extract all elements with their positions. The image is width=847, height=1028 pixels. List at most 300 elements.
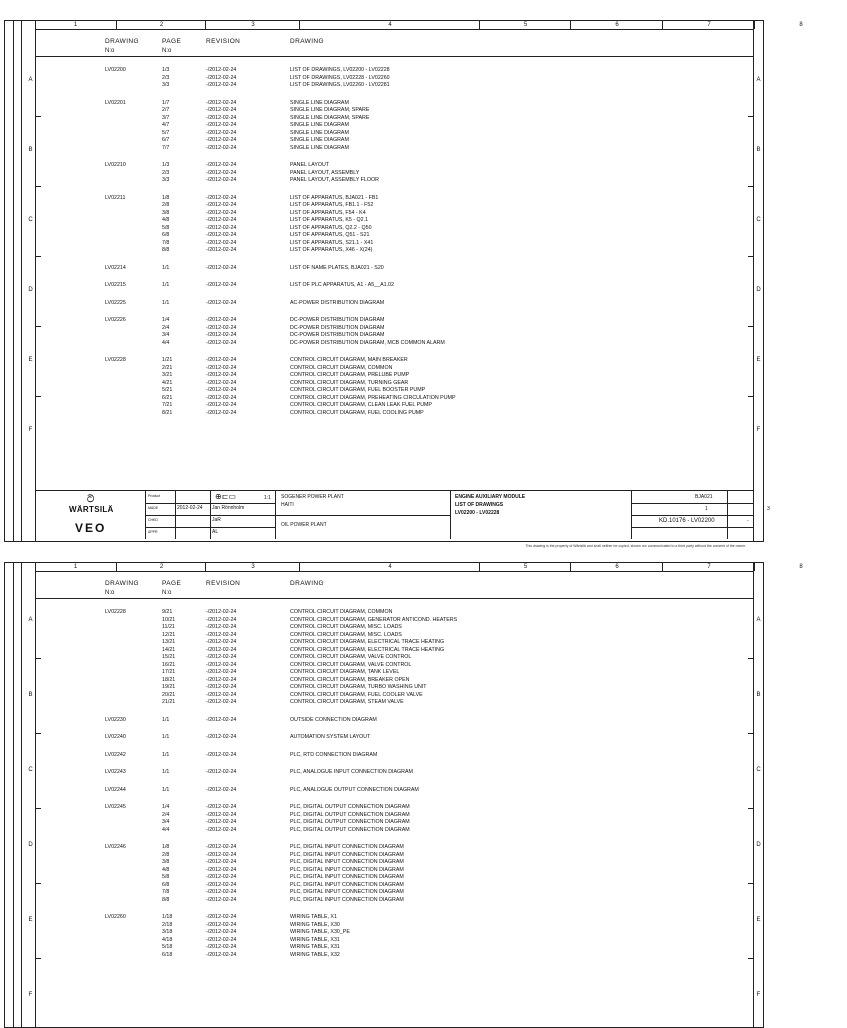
drawing-description: SINGLE LINE DIAGRAM, SPARE <box>290 107 370 113</box>
revision-date: -/2012-02-24 <box>206 162 237 168</box>
page-number: 3/8 <box>162 209 170 216</box>
title-line-2: LIST OF DRAWINGS <box>455 502 504 508</box>
page-number: 1/1 <box>162 264 170 271</box>
column-label: 7 <box>707 22 711 28</box>
drawing-description: PLC, DIGITAL INPUT CONNECTION DIAGRAM <box>290 874 404 880</box>
row-label: A <box>28 616 33 623</box>
revision-date: -/2012-02-24 <box>206 232 237 238</box>
page-number: 14/21 <box>162 646 176 653</box>
revision-date: -/2012-02-24 <box>206 402 237 408</box>
drawing-description: OUTSIDE CONNECTION DIAGRAM <box>290 716 377 723</box>
page-number: 2/18 <box>162 921 173 928</box>
page-number: 6/21 <box>162 394 173 401</box>
revision-date: -/2012-02-24 <box>206 661 237 668</box>
drawing-description: LIST OF APPARATUS, BJA021 - FB1 <box>290 194 379 201</box>
drawing-description: CONTROL CIRCUIT DIAGRAM, MAIN BREAKER <box>290 357 408 363</box>
drawing-description: LIST OF NAME PLATES, BJA021 - S20 <box>290 264 384 271</box>
page-number: 8/8 <box>162 247 170 253</box>
revision-date: -/2012-02-24 <box>206 107 237 113</box>
list-item <box>35 122 754 130</box>
list-item <box>35 395 754 403</box>
list-item <box>35 617 754 625</box>
drawing-description: SINGLE LINE DIAGRAM <box>290 137 349 143</box>
row-label: C <box>756 217 761 223</box>
entries-list <box>35 609 754 969</box>
drawing-group <box>35 734 754 742</box>
column-label: 8 <box>799 22 803 28</box>
column-ruler <box>35 21 803 30</box>
page-number: 1/1 <box>162 769 170 775</box>
column-label: 4 <box>388 22 392 28</box>
drawing-description: SINGLE LINE DIAGRAM <box>290 122 349 128</box>
page-number: 10/21 <box>162 616 176 623</box>
page-number: 3/3 <box>162 177 170 183</box>
col-header-revision: REVISION <box>206 580 241 587</box>
list-item <box>35 402 754 410</box>
revision-date: -/2012-02-24 <box>206 944 237 950</box>
row-label: E <box>28 357 33 363</box>
drawing-number: LV02226 <box>105 317 126 323</box>
column-label: 3 <box>251 22 255 28</box>
list-item <box>35 867 754 875</box>
drawing-group <box>35 914 754 959</box>
page-number: 3/18 <box>162 929 173 935</box>
list-item <box>35 410 754 418</box>
column-label: 3 <box>251 564 255 570</box>
drawing-description: CONTROL CIRCUIT DIAGRAM, PREHEATING CIRCULATION PUMP <box>290 394 456 401</box>
drawing-description: LIST OF APPARATUS, X46 - X(24) <box>290 247 373 253</box>
list-item <box>35 247 754 255</box>
list-item <box>35 677 754 685</box>
page-number: 5/8 <box>162 224 170 231</box>
page-number: 1/1 <box>162 282 170 288</box>
list-item <box>35 202 754 210</box>
revision-date: -/2012-02-24 <box>206 394 237 401</box>
col-header-page-no: N:o <box>162 590 172 596</box>
right-margin <box>753 21 763 541</box>
row-label: C <box>756 766 761 773</box>
revision-date: -/2012-02-24 <box>206 631 237 638</box>
drawing-description: CONTROL CIRCUIT DIAGRAM, MISC. LOADS <box>290 631 402 638</box>
drawing-group <box>35 300 754 308</box>
page-number: 9/21 <box>162 609 173 615</box>
drawing-description: LIST OF APPARATUS, FB1.1 - F52 <box>290 202 374 208</box>
drawing-description: SINGLE LINE DIAGRAM <box>290 144 349 151</box>
page-number: 12/21 <box>162 631 176 638</box>
page-number: 2/8 <box>162 202 170 208</box>
drawing-number: LV02214 <box>105 264 126 271</box>
list-item <box>35 787 754 795</box>
col-header-drawing: DRAWING <box>105 38 139 45</box>
drawing-description: PLC, ANALOGUE OUTPUT CONNECTION DIAGRAM <box>290 786 419 793</box>
page-number: 1/18 <box>162 914 173 920</box>
row-label: E <box>756 916 761 923</box>
list-item <box>35 852 754 860</box>
drawing-description: DC-POWER DISTRIBUTION DIAGRAM <box>290 332 385 338</box>
page-number: 2/8 <box>162 851 170 858</box>
drawing-description: CONTROL CIRCUIT DIAGRAM, VALVE CONTROL <box>290 661 412 668</box>
drawing-number: LV02215 <box>105 282 126 288</box>
drawing-group <box>35 752 754 760</box>
page-number: 4/4 <box>162 826 170 833</box>
drawing-description: SINGLE LINE DIAGRAM <box>290 99 349 106</box>
revision-date: -/2012-02-24 <box>206 387 237 393</box>
approved-by: AL <box>212 529 219 535</box>
column-marker <box>35 21 116 29</box>
list-item <box>35 944 754 952</box>
list-item <box>35 734 754 742</box>
drawing-description: PLC, DIGITAL OUTPUT CONNECTION DIAGRAM <box>290 826 410 833</box>
drawing-description: WIRING TABLE, X30 <box>290 921 340 928</box>
right-margin <box>753 563 763 1027</box>
col-header-drawing: DRAWING <box>105 580 139 587</box>
drawing-description: PLC, DIGITAL OUTPUT CONNECTION DIAGRAM <box>290 819 410 825</box>
col-header-page: PAGE <box>162 38 182 45</box>
list-item <box>35 340 754 348</box>
revision-date: -/2012-02-24 <box>206 769 237 775</box>
drawing-description: AC-POWER DISTRIBUTION DIAGRAM <box>290 299 385 306</box>
list-item <box>35 195 754 203</box>
revision-date: -/2012-02-24 <box>206 699 237 705</box>
revision-date: -/2012-02-24 <box>206 177 237 183</box>
drawing-description: DC-POWER DISTRIBUTION DIAGRAM, MCB COMMON ALARM <box>290 339 445 346</box>
list-item <box>35 162 754 170</box>
list-item <box>35 922 754 930</box>
drawing-description: CONTROL CIRCUIT DIAGRAM, CLEAN LEAK FUEL PUMP <box>290 402 432 408</box>
drawing-description: CONTROL CIRCUIT DIAGRAM, MISC. LOADS <box>290 624 402 630</box>
binding-margin <box>5 21 36 541</box>
drawing-description: PLC, DIGITAL INPUT CONNECTION DIAGRAM <box>290 896 404 903</box>
drawing-group <box>35 265 754 273</box>
drawing-description: PLC, DIGITAL OUTPUT CONNECTION DIAGRAM <box>290 804 410 810</box>
made-label: MADE <box>148 506 159 510</box>
list-item <box>35 265 754 273</box>
drawing-group <box>35 844 754 904</box>
drawing-description: LIST OF APPARATUS, S21.1 - X41 <box>290 239 374 246</box>
list-item <box>35 317 754 325</box>
revision-date: -/2012-02-24 <box>206 317 237 323</box>
page-number: 1/4 <box>162 804 170 810</box>
drawing-description: PLC, DIGITAL INPUT CONNECTION DIAGRAM <box>290 866 404 873</box>
drawing-group <box>35 317 754 347</box>
list-item <box>35 107 754 115</box>
drawing-number: LV02243 <box>105 769 126 775</box>
page-number: 5/18 <box>162 944 173 950</box>
list-item <box>35 137 754 145</box>
column-marker <box>479 563 571 571</box>
col-header-drawing-no: N:o <box>105 48 115 54</box>
revision-date: -/2012-02-24 <box>206 202 237 208</box>
revision-date: -/2012-02-24 <box>206 639 237 645</box>
drawing-number: LV02242 <box>105 751 126 758</box>
column-label: 2 <box>159 564 164 570</box>
revision-date: -/2012-02-24 <box>206 122 237 128</box>
page-number: 5/21 <box>162 387 173 393</box>
list-item <box>35 662 754 670</box>
revision-date: -/2012-02-24 <box>206 669 237 675</box>
made-by: Jan Rönnholm <box>212 505 245 511</box>
list-item <box>35 380 754 388</box>
revision-date: -/2012-02-24 <box>206 209 237 216</box>
revision-date: -/2012-02-24 <box>206 339 237 346</box>
page-number: 1/21 <box>162 357 173 363</box>
revision-date: -/2012-02-24 <box>206 169 237 176</box>
drawing-group <box>35 609 754 707</box>
page-number: 2/3 <box>162 74 170 81</box>
drawing-description: PLC, ANALOGUE INPUT CONNECTION DIAGRAM <box>290 769 413 775</box>
revision-date: -/2012-02-24 <box>206 282 237 288</box>
drawing-group <box>35 769 754 777</box>
column-marker <box>479 21 571 29</box>
revision-date: -/2012-02-24 <box>206 654 237 660</box>
revision-date: -/2012-02-24 <box>206 624 237 630</box>
list-item <box>35 82 754 90</box>
drawing-description: PANEL LAYOUT <box>290 162 330 168</box>
wartsila-logo-icon: ට <box>87 494 95 505</box>
page-number: 7/8 <box>162 889 170 895</box>
column-label: 1 <box>73 22 78 28</box>
list-item <box>35 859 754 867</box>
revision-date: -/2012-02-24 <box>206 409 237 416</box>
row-label: B <box>28 691 33 698</box>
drawing-description: PLC, DIGITAL INPUT CONNECTION DIAGRAM <box>290 844 404 850</box>
revision-date: -/2012-02-24 <box>206 74 237 81</box>
column-marker <box>754 563 847 571</box>
revision-date: -/2012-02-24 <box>206 67 237 73</box>
drawing-description: CONTROL CIRCUIT DIAGRAM, FUEL BOOSTER PUMP <box>290 387 426 393</box>
project-line-1: SOGENER POWER PLANT <box>281 494 344 500</box>
drawing-description: LIST OF APPARATUS, Q2.2 - Q50 <box>290 224 372 231</box>
revision-date: -/2012-02-24 <box>206 786 237 793</box>
company-logo: WÄRTSILÄ <box>69 505 114 514</box>
revision-date: -/2012-02-24 <box>206 826 237 833</box>
revision-date: -/2012-02-24 <box>206 324 237 331</box>
drawing-description: PLC, DIGITAL INPUT CONNECTION DIAGRAM <box>290 889 404 895</box>
column-marker <box>299 563 480 571</box>
revision-date: -/2012-02-24 <box>206 951 237 958</box>
page-number: 7/21 <box>162 402 173 408</box>
row-label: D <box>28 287 33 293</box>
column-marker <box>116 21 206 29</box>
column-label: 6 <box>615 564 619 570</box>
page-number: 8/8 <box>162 896 170 903</box>
entries-list <box>35 67 754 427</box>
page-number: 15/21 <box>162 654 176 660</box>
document-revision: - <box>747 518 749 524</box>
drawing-description: PANEL LAYOUT, ASSEMBLY FLOOR <box>290 177 379 183</box>
drawing-group <box>35 717 754 725</box>
revision-date: -/2012-02-24 <box>206 866 237 873</box>
page-number: 20/21 <box>162 691 176 698</box>
page-number: 6/8 <box>162 881 170 888</box>
drawing-description: CONTROL CIRCUIT DIAGRAM, TANK LEVEL <box>290 669 400 675</box>
drawing-description: LIST OF PLC APPARATUS, A1 - A5__A1.02 <box>290 282 394 288</box>
revision-date: -/2012-02-24 <box>206 247 237 253</box>
list-item <box>35 217 754 225</box>
product-label: Product <box>148 494 161 498</box>
title-block <box>35 490 770 548</box>
page-number: 5/8 <box>162 874 170 880</box>
page-number: 17/21 <box>162 669 176 675</box>
drawing-number: LV02230 <box>105 716 126 723</box>
document-number: KD.10176 - LV02200 <box>659 518 715 524</box>
revision-date: -/2012-02-24 <box>206 734 237 740</box>
page-number: 2/21 <box>162 364 173 371</box>
page-number: 1/1 <box>162 734 170 740</box>
list-item <box>35 769 754 777</box>
page-number: 7/8 <box>162 239 170 246</box>
drawing-description: CONTROL CIRCUIT DIAGRAM, ELECTRICAL TRACE HEATING <box>290 646 445 653</box>
column-marker <box>754 21 847 29</box>
col-header-description: DRAWING <box>290 580 324 587</box>
list-item <box>35 812 754 820</box>
drawing-description: CONTROL CIRCUIT DIAGRAM, COMMON <box>290 609 393 615</box>
page-number: 8/21 <box>162 409 173 416</box>
made-date: 2012-02-24 <box>177 505 203 511</box>
column-label: 2 <box>159 22 164 28</box>
revision-date: -/2012-02-24 <box>206 889 237 895</box>
page-number: 1/8 <box>162 194 170 201</box>
revision-date: -/2012-02-24 <box>206 224 237 231</box>
revision-date: -/2012-02-24 <box>206 751 237 758</box>
row-label: E <box>756 357 761 363</box>
page-number: 19/21 <box>162 684 176 690</box>
revision-date: -/2012-02-24 <box>206 676 237 683</box>
drawing-number: LV02246 <box>105 844 126 850</box>
revision-date: -/2012-02-24 <box>206 811 237 818</box>
drawing-description: PLC, DIGITAL OUTPUT CONNECTION DIAGRAM <box>290 811 410 818</box>
revision-date: -/2012-02-24 <box>206 299 237 306</box>
checked-label: CHKD <box>148 518 158 522</box>
page-number: 3/8 <box>162 859 170 865</box>
list-item <box>35 844 754 852</box>
page-number: 3/7 <box>162 114 170 121</box>
list-item <box>35 699 754 707</box>
revision-date: -/2012-02-24 <box>206 874 237 880</box>
list-item <box>35 325 754 333</box>
list-item <box>35 100 754 108</box>
revision-date: -/2012-02-24 <box>206 684 237 690</box>
row-label: C <box>28 217 33 223</box>
row-label: E <box>28 916 33 923</box>
row-label: A <box>28 77 33 83</box>
projection-symbol-icon: ⊕⊏▭ <box>215 492 236 501</box>
drawing-number: LV02210 <box>105 162 126 168</box>
drawing-number: LV02201 <box>105 99 126 106</box>
drawing-sheet-1 <box>4 20 803 548</box>
row-label: A <box>756 77 761 83</box>
page-number: 1/1 <box>162 786 170 793</box>
page-number: 4/4 <box>162 339 170 346</box>
revision-date: -/2012-02-24 <box>206 896 237 903</box>
column-label: 6 <box>615 22 619 28</box>
drawing-description: PLC, DIGITAL INPUT CONNECTION DIAGRAM <box>290 881 404 888</box>
page-number: 7/7 <box>162 144 170 151</box>
column-marker <box>205 563 300 571</box>
revision-date: -/2012-02-24 <box>206 82 237 88</box>
list-item <box>35 669 754 677</box>
drawing-number: LV02200 <box>105 67 126 73</box>
column-label: 4 <box>388 564 392 570</box>
list-item <box>35 874 754 882</box>
revision-date: -/2012-02-24 <box>206 217 237 223</box>
list-item <box>35 225 754 233</box>
drawing-description: LIST OF DRAWINGS, LV02200 - LV02228 <box>290 67 390 73</box>
veo-logo: VEO <box>75 521 107 535</box>
list-item <box>35 372 754 380</box>
drawing-description: DC-POWER DISTRIBUTION DIAGRAM <box>290 317 385 323</box>
drawing-number: LV02228 <box>105 357 126 363</box>
col-header-page-no: N:o <box>162 48 172 54</box>
drawing-number: LV02245 <box>105 804 126 810</box>
revision-date: -/2012-02-24 <box>206 144 237 151</box>
revision-date: -/2012-02-24 <box>206 364 237 371</box>
list-item <box>35 752 754 760</box>
row-label: F <box>756 427 761 433</box>
column-label: 1 <box>73 564 78 570</box>
project-line-2: HAITI <box>281 502 294 508</box>
revision-date: -/2012-02-24 <box>206 264 237 271</box>
list-item <box>35 387 754 395</box>
list-item <box>35 937 754 945</box>
revision-date: -/2012-02-24 <box>206 114 237 121</box>
revision-date: -/2012-02-24 <box>206 859 237 865</box>
drawing-number: LV02240 <box>105 734 126 740</box>
page-number: 1/4 <box>162 317 170 323</box>
scale-value: 1:1 <box>264 495 271 501</box>
list-item <box>35 914 754 922</box>
drawing-number: LV02260 <box>105 914 126 920</box>
list-item <box>35 827 754 835</box>
col-header-description: DRAWING <box>290 38 324 45</box>
drawing-description: PLC, DIGITAL INPUT CONNECTION DIAGRAM <box>290 851 404 858</box>
list-item <box>35 67 754 75</box>
list-item <box>35 819 754 827</box>
sheet-count: 3 <box>767 506 770 512</box>
row-label: B <box>28 147 33 153</box>
page-number: 3/4 <box>162 332 170 338</box>
revision-date: -/2012-02-24 <box>206 239 237 246</box>
column-marker <box>570 563 663 571</box>
column-label: 7 <box>707 564 711 570</box>
drawing-number: LV02228 <box>105 609 126 615</box>
revision-date: -/2012-02-24 <box>206 929 237 935</box>
drawing-description: CONTROL CIRCUIT DIAGRAM, VALVE CONTROL <box>290 654 412 660</box>
column-marker <box>35 563 116 571</box>
revision-date: -/2012-02-24 <box>206 372 237 378</box>
row-label: F <box>28 991 33 998</box>
drawing-group <box>35 162 754 185</box>
revision-date: -/2012-02-24 <box>206 851 237 858</box>
page-number: 4/8 <box>162 217 170 223</box>
row-label: D <box>756 287 761 293</box>
revision-date: -/2012-02-24 <box>206 609 237 615</box>
drawing-description: WIRING TABLE, X1 <box>290 914 337 920</box>
list-item <box>35 177 754 185</box>
list-item <box>35 240 754 248</box>
page-number: 1/1 <box>162 751 170 758</box>
drawing-description: CONTROL CIRCUIT DIAGRAM, ELECTRICAL TRACE HEATING <box>290 639 445 645</box>
list-item <box>35 300 754 308</box>
revision-date: -/2012-02-24 <box>206 716 237 723</box>
list-item <box>35 717 754 725</box>
page-number: 4/7 <box>162 122 170 128</box>
binding-margin <box>5 563 36 1027</box>
list-item <box>35 609 754 617</box>
row-label: C <box>28 766 33 773</box>
drawing-description: CONTROL CIRCUIT DIAGRAM, COMMON <box>290 364 393 371</box>
column-label: 8 <box>799 564 803 570</box>
